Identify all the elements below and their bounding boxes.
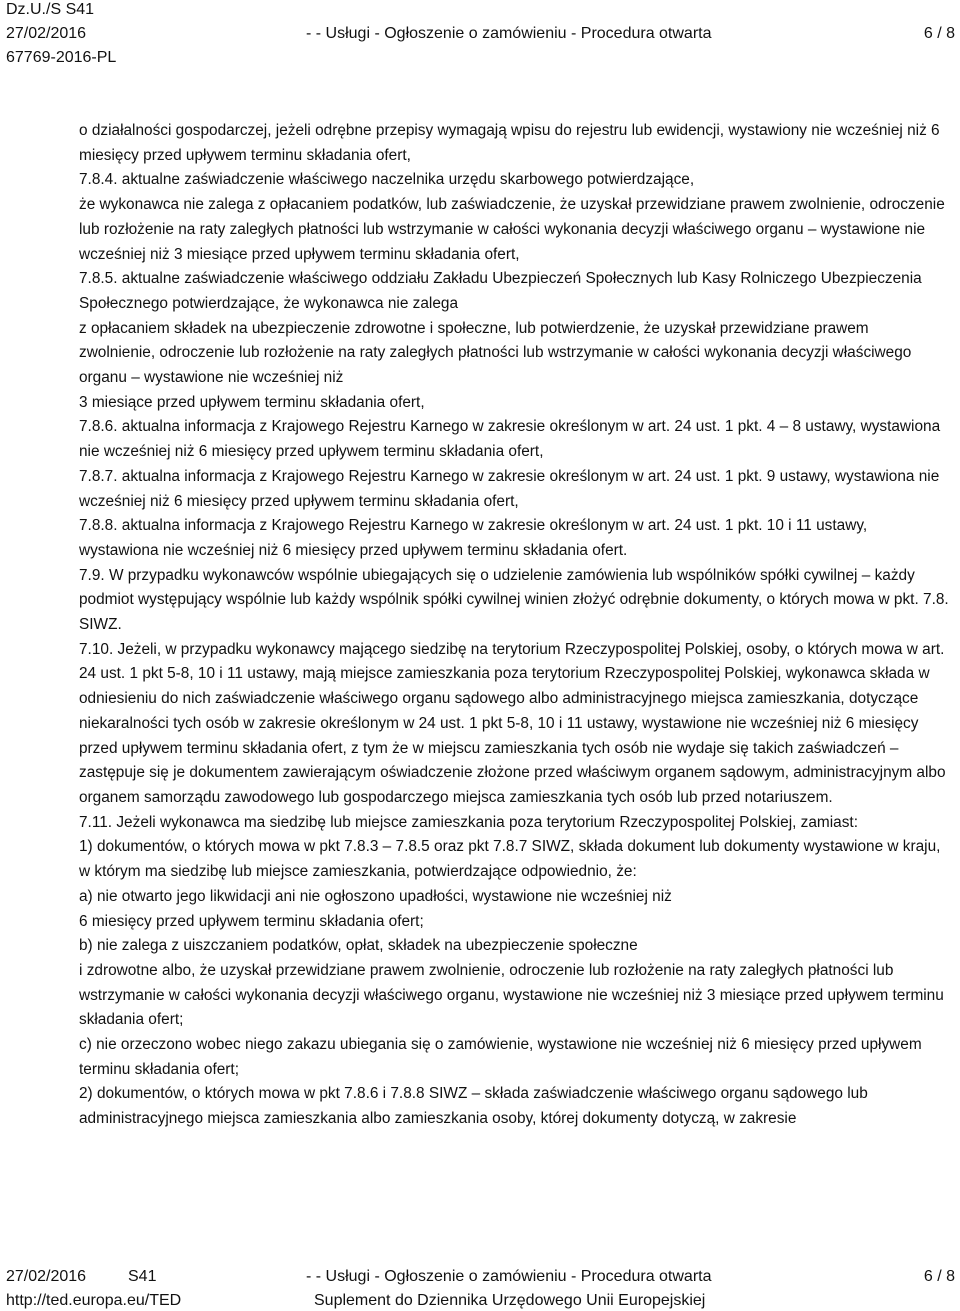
header-page-number: 6 / 8 xyxy=(923,25,955,42)
header-date: 27/02/2016 xyxy=(6,25,87,42)
paragraph: 7.9. W przypadku wykonawców wspólnie ubiegających się o udzielenie zamówienia lub wspólników spółki cywilnej – każdy podmiot występujący wspólnie lub każdy wspólnik spółki cywilnej winien złożyć odrębnie dokumenty, o których mowa w pkt. 7.8. SIWZ. xyxy=(79,566,949,634)
paragraph: a) nie otwarto jego likwidacji ani nie ogłoszono upadłości, wystawione nie wcześniej niż xyxy=(79,887,672,905)
paragraph: 7.8.7. aktualna informacja z Krajowego Rejestru Karnego w zakresie określonym w art. 24 ust. 1 pkt. 9 ustawy, wystawiona nie wcześniej niż 6 miesięcy przed upływem terminu składania ofert, xyxy=(79,467,940,510)
paragraph: 7.11. Jeżeli wykonawca ma siedzibę lub miejsce zamieszkania poza terytorium Rzeczypospolitej Polskiej, zamiast: xyxy=(79,813,858,831)
paragraph: z opłacaniem składek na ubezpieczenie zdrowotne i społeczne, lub potwierdzenie, że uzyskał przewidziane prawem zwolnienie, odroczenie lub rozłożenie na raty zaległych płatności lub wstrzymanie w całości wykonania decyzji właściwego organu – wystawione nie wcześniej niż xyxy=(79,319,912,387)
paragraph: 1) dokumentów, o których mowa w pkt 7.8.3 – 7.8.5 oraz pkt 7.8.7 SIWZ, składa dokument lub dokumenty wystawione w kraju, w którym ma siedzibę lub miejsce zamieszkania, potwierdzające odpowiednio, że: xyxy=(79,838,941,881)
paragraph: 2) dokumentów, o których mowa w pkt 7.8.6 i 7.8.8 SIWZ – składa zaświadczenie właściwego organu sądowego lub administracyjnego miejsca zamieszkania albo zamieszkania osoby, której dokumenty dotyczą, w zakresie xyxy=(79,1085,868,1128)
paragraph: 7.8.6. aktualna informacja z Krajowego Rejestru Karnego w zakresie określonym w art. 24 ust. 1 pkt. 4 – 8 ustawy, wystawiona nie wcześniej niż 6 miesięcy przed upływem terminu składania ofert, xyxy=(79,418,941,461)
footer-page-number: 6 / 8 xyxy=(923,1268,955,1285)
header-journal: Dz.U./S S41 xyxy=(6,1,95,18)
paragraph: c) nie orzeczono wobec niego zakazu ubiegania się o zamówienie, wystawione nie wcześniej niż 6 miesięcy przed upływem terminu składania ofert; xyxy=(79,1036,922,1078)
footer-date: 27/02/2016 xyxy=(6,1268,87,1285)
paragraph: 3 miesiące przed upływem terminu składania ofert, xyxy=(79,393,425,411)
paragraph: o działalności gospodarczej, jeżeli odrębne przepisy wymagają wpisu do rejestru lub ewidencji, wystawiony nie wcześniej niż 6 miesięcy przed upływem terminu składania ofert, xyxy=(79,122,940,164)
paragraph: i zdrowotne albo, że uzyskał przewidziane prawem zwolnienie, odroczenie lub rozłożenie na raty zaległych płatności lub wstrzymanie w całości wykonania decyzji właściwego organu, wystawione nie wcześniej niż 3 miesiące przed upływem terminu składania ofert; xyxy=(79,961,944,1029)
paragraph: 6 miesięcy przed upływem terminu składania ofert; xyxy=(79,912,424,930)
paragraph: że wykonawca nie zalega z opłacaniem podatków, lub zaświadczenie, że uzyskał przewidziane prawem zwolnienie, odroczenie lub rozłożenie na raty zaległych płatności lub wstrzymanie w całości wykonania decyzji właściwego organu – wystawione nie wcześniej niż 3 miesiące przed upływem terminu składania ofert, xyxy=(79,196,945,263)
document-body xyxy=(79,119,949,1132)
paragraph: 7.8.8. aktualna informacja z Krajowego Rejestru Karnego w zakresie określonym w art. 24 ust. 1 pkt. 10 i 11 ustawy, wystawiona nie wcześniej niż 6 miesięcy przed upływem terminu składania ofert. xyxy=(79,517,868,559)
footer-publication: Suplement do Dziennika Urzędowego Unii Europejskiej xyxy=(314,1292,706,1309)
header-title: - - Usługi - Ogłoszenie o zamówieniu - Procedura otwarta xyxy=(306,25,712,42)
footer-series: S41 xyxy=(128,1268,157,1285)
paragraph: 7.8.4. aktualne zaświadczenie właściwego naczelnika urzędu skarbowego potwierdzające, xyxy=(79,171,695,189)
footer-url[interactable]: http://ted.europa.eu/TED xyxy=(6,1292,182,1309)
paragraph: b) nie zalega z uiszczaniem podatków, opłat, składek na ubezpieczenie społeczne xyxy=(79,937,638,955)
header-document-id: 67769-2016-PL xyxy=(6,49,117,66)
paragraph: 7.10. Jeżeli, w przypadku wykonawcy mającego siedzibę na terytorium Rzeczypospolitej Polskiej, osoby, o których mowa w art. 24 ust. 1 pkt 5-8, 10 i 11 ustawy, mają miejsce zamieszkania poza terytorium Rzeczypospolitej Polskiej, wykonawca składa w odniesieniu do nich zaświadczenie właściwego organu sądowego albo administracyjnego miejsca zamieszkania, dotyczące niekaralności tych osób w zakresie określonym w 24 ust. 1 pkt 5-8, 10 i 11 ustawy, wystawione nie wcześniej niż 6 miesięcy przed upływem terminu składania ofert, z tym że w miejscu zamieszkania tych osób nie wydaje się takich zaświadczeń – zastępuje się je dokumentem zawierającym oświadczenie złożone przed właściwym organem sądowym, administracyjnym albo organem samorządu zawodowego lub gospodarczego miejsca zamieszkania tych osób lub przed notariuszem. xyxy=(79,640,946,806)
paragraph: 7.8.5. aktualne zaświadczenie właściwego oddziału Zakładu Ubezpieczeń Społecznych lub Kasy Rolniczego Ubezpieczenia Społecznego potwierdzające, że wykonawca nie zalega xyxy=(79,270,922,312)
footer-title: - - Usługi - Ogłoszenie o zamówieniu - Procedura otwarta xyxy=(306,1268,712,1285)
